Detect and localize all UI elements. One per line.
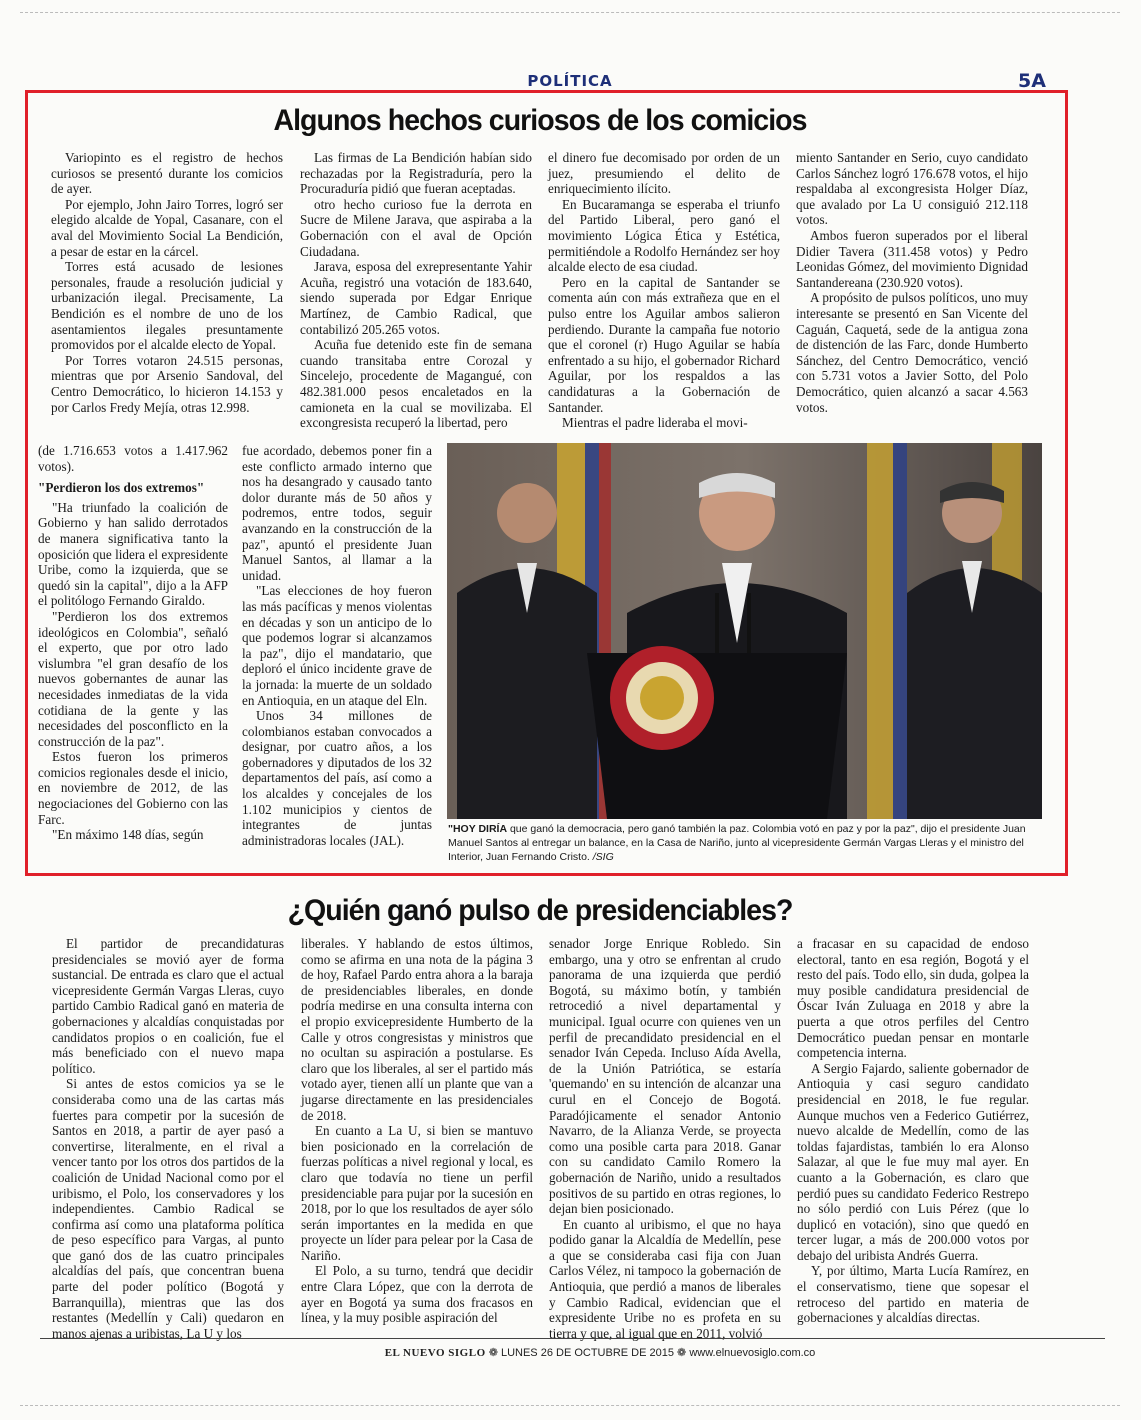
paragraph: A Sergio Fajardo, saliente gobernador de Antioquia y casi seguro candidato presidencial en 2018, le fue regular. Aunque muchos ven a Federico Gutiérrez, nuevo alcalde de Medellín, como de las toldas fajardistas, también lo era Alonso Salazar, al que le fue muy mal ayer. En cuanto a la Gobernación, es claro que perdió pues su candidato Federico Restrepo no sólo perdió con Luis Pérez (que lo duplicó en votación), sino que quedó en tercer lugar, a más de 200.000 votos por debajo del uribista Andrés Guerra. — [797, 1060, 1029, 1263]
bottom-divider — [20, 1405, 1120, 1406]
paragraph: Torres está acusado de lesiones personales, fraude a resolución judicial y urbanización ilegal. Precisamente, La Bendición es el nombre de uno de los asentamientos ilegales presuntamente promovidos por el alcalde electo de Yopal. — [51, 259, 283, 353]
paragraph: En cuanto al uribismo, el que no haya podido ganar la Alcaldía de Medellín, pese a que se consideraba casi fija con Juan Carlos Vélez, ni tampoco la gobernación de Antioquia, que perdió a manos de liberales y Cambio Radical, evidencian que el expresidente Uribe no es profeta en su tierra y que, al igual que en 2011, volvió — [549, 1216, 781, 1341]
caption-lead: "HOY DIRÍA — [448, 823, 508, 835]
section-label: POLÍTICA — [527, 72, 613, 90]
article2-col2 — [301, 936, 533, 1326]
paragraph: Estos fueron los primeros comicios regionales desde el inicio, en noviembre de 2012, de las negociaciones del Gobierno con las Farc. — [38, 749, 228, 827]
top-divider — [20, 12, 1120, 13]
paragraph: (de 1.716.653 votos a 1.417.962 votos). — [38, 443, 228, 474]
paragraph: a fracasar en su capacidad de endoso electoral, tanto en esa región, Bogotá y el resto del país. Todo ello, sin duda, golpea la muy posible candidatura presidencial de Óscar Iván Zuluaga en 2018 y abre la puerta a que otros perfiles del Centro Democrático puedan pensar en montarle competencia interna. — [797, 936, 1029, 1061]
footer-bullet-icon: ❁ — [677, 1347, 690, 1359]
article2-col4 — [797, 936, 1029, 1326]
article1-title: Algunos hechos curiosos de los comicios — [273, 104, 807, 137]
paragraph: Unos 34 millones de colombianos estaban convocados a designar, por cuatro años, a los gobernadores y diputados de los 32 departamentos del país, así como a los alcaldes y concejales de los 1.102 municipios y cientos de integrantes de juntas administradoras locales (JAL). — [242, 708, 432, 848]
paragraph: Por ejemplo, John Jairo Torres, logró ser elegido alcalde de Yopal, Casanare, con el aval del Movimiento Social La Bendición, a pesar de estar en la cárcel. — [51, 196, 283, 259]
paragraph: En cuanto a La U, si bien se mantuvo bien posicionado en la correlación de fuerzas políticas a nivel regional y local, es claro que todavía no tiene un perfil presidenciable para pujar por la sucesión en 2018, por lo que los resultados de ayer sólo serán importantes en la medida en que proyecte un líder para pelear por la Casa de Nariño. — [301, 1123, 533, 1263]
caption-credit: /SIG — [589, 851, 614, 863]
paragraph: Si antes de estos comicios ya se le consideraba como una de las cartas más fuertes para competir por la sucesión de Santos en 2018, a partir de ayer pasó a convertirse, literalmente, en el rival a vencer tanto por los otros dos partidos de la coalición de Unidad Nacional como por el uribismo, el Polo, los conservadores y los independientes. Cambio Radical se confirma así como una plataforma política de peso específico para Vargas, al punto que ganó dos de las cuatro principales alcaldías del país, que concentran buena parte del poder político (Bogotá y Barranquilla), mientras que las dos restantes (Medellín y Cali) quedaron en manos ajenas a uribistas, La U y los — [52, 1076, 284, 1341]
page-number: 5A — [1018, 70, 1046, 92]
paragraph: Jarava, esposa del exrepresentante Yahir Acuña, registró una votación de 183.640, siendo superada por Edgar Enrique Martínez, de Cambio Radical, que contabilizó 205.265 votos. — [300, 259, 532, 337]
highlight-frame — [25, 90, 1068, 876]
paragraph: Las firmas de La Bendición habían sido rechazadas por la Registraduría, pero la Procuraduría pidió que fueran aceptadas. — [300, 150, 532, 197]
paragraph: Ambos fueron superados por el liberal Didier Tavera (311.458 votos) y Pedro Leonidas Gómez, del movimiento Dignidad Santandereana (230.920 votos). — [796, 227, 1028, 290]
paragraph: A propósito de pulsos políticos, uno muy interesante se presentó en San Vicente del Caguán, Caquetá, sede de la antigua zona de distención de las Farc, donde Humberto Sánchez, del Centro Democrático, venció con 5.731 votos a Javier Sotto, del Polo Democrático, quien alcanzó a sacar 4.563 votos. — [796, 290, 1028, 415]
footer-brand: EL NUEVO SIGLO — [384, 1347, 486, 1359]
paragraph: Acuña fue detenido este fin de semana cuando transitaba entre Corozal y Sincelejo, procedente de Magangué, con 482.381.000 pesos encaletados en la camioneta en la cual se movilizaba. El excongresista recuperó la libertad, pero — [300, 337, 532, 431]
paragraph: "Las elecciones de hoy fueron las más pacíficas y menos violentas en décadas y son un anticipo de lo que podemos lograr si alcanzamos la paz", dijo el mandatario, que deploró el único incidente grave de la jornada: la muerte de un soldado en Antioquia, en un ataque del Eln. — [242, 583, 432, 708]
paragraph: En Bucaramanga se esperaba el triunfo del Partido Liberal, pero ganó el movimiento Lógica Ética y Estética, permitiéndole a Rodolfo Hernández ser hoy alcalde electo de esa ciudad. — [548, 196, 780, 275]
paragraph: el dinero fue decomisado por orden de un juez, presumiendo el delito de enriquecimiento ilícito. — [548, 150, 780, 197]
paragraph: Y, por último, Marta Lucía Ramírez, en el conservatismo, tiene que sopesar el retroceso del partido en materia de gobernaciones y alcaldías directas. — [797, 1263, 1029, 1326]
caption-body: que ganó la democracia, pero ganó también la paz. Colombia votó en paz y por la paz", dijo el presidente Juan Manuel Santos al entregar un balance, en la Casa de Nariño, junto al vicepresidente Germán Vargas Lleras y el ministro del Interior, Juan Fernando Cristo. — [448, 823, 1026, 863]
paragraph: El partidor de precandidaturas presidenciales se movió ayer de forma sustancial. De entrada es claro que el actual vicepresidente Germán Vargas Lleras, cuyo partido Cambio Radical ganó en materia de gobernaciones y alcaldías conquistadas por candidatos propios o en coalición, fue el más beneficiado con el nuevo mapa político. — [52, 936, 284, 1076]
paragraph: liberales. Y hablando de estos últimos, como se afirma en una nota de la página 3 de hoy, Rafael Pardo entra ahora a la baraja de presidenciables liberales, en donde podría medirse en una consulta interna con el propio exvicepresidente Humberto de la Calle y otros congresistas y ministros que no ocultan su aspiración a postularse. Es claro que los liberales, al ser el partido más votado ayer, tienen allí un plante que van a jugarse directamente en las presidenciales de 2018. — [301, 936, 533, 1123]
footer-date: LUNES 26 DE OCTUBRE DE 2015 — [500, 1347, 674, 1359]
paragraph: fue acordado, debemos poner fin a este conflicto armado interno que nos ha desangrado y causado tanto dolor durante más de 50 años y podremos, entre todos, seguir avanzando en la construcción de la paz", apuntó el presidente Juan Manuel Santos, al llamar a la unidad. — [242, 443, 432, 583]
paragraph: Pero en la capital de Santander se comenta aún con más extrañeza que en el pulso entre los Aguilar ambos salieron perdiendo. Durante la campaña fue notorio que el coronel (r) Hugo Aguilar se había enfrentado a su hijo, el gobernador Richard Aguilar, por los respaldos a las candidaturas a la Gobernación de Santander. — [548, 274, 780, 415]
paragraph: senador Jorge Enrique Robledo. Sin embargo, una y otro se enfrentan al crudo panorama de una izquierda que perdió Bogotá, su máximo botín, y también retrocedió a nivel departamental y municipal. Igual ocurre con quienes ven un perfil de precandidato presidencial en el senador Iván Cepeda. Incluso Aída Avella, de la Unión Patriótica, se estaría 'quemando' en su intención de alcanzar una curul en el Concejo de Bogotá. Paradójicamente el senador Antonio Navarro, de la Alianza Verde, se proyecta como una posible carta para 2018. Ganar con su candidato Camilo Romero la gobernación de Nariño, unido a resultados positivos de su partido en otras regiones, lo dejan bien posicionado. — [549, 936, 781, 1217]
paragraph: El Polo, a su turno, tendrá que decidir entre Clara López, que con la derrota de ayer en Bogotá ya suma dos fracasos en línea, y la muy posible aspiración del — [301, 1263, 533, 1326]
article2-col3 — [549, 936, 781, 1341]
paragraph: Por Torres votaron 24.515 personas, mientras que por Arsenio Sandoval, del Centro Democrático, lo hicieron 14.153 y por Carlos Fredy Mejía, otras 12.998. — [51, 352, 283, 415]
footer-url: www.elnuevosiglo.com.co — [689, 1347, 816, 1359]
footer-bullet-icon: ❁ — [488, 1347, 501, 1359]
subheading: "Perdieron los dos extremos" — [38, 480, 205, 496]
paragraph: "En máximo 148 días, según — [52, 827, 204, 843]
paragraph: otro hecho curioso fue la derrota en Sucre de Milene Jarava, que aspiraba a la Gobernación con el aval de Opción Ciudadana. — [300, 196, 532, 259]
article2-title: ¿Quién ganó pulso de presidenciables? — [287, 894, 793, 927]
paragraph: miento Santander en Serio, cuyo candidato Carlos Sánchez logró 176.678 votos, el hijo respaldaba al excongresista Holger Díaz, que avalado por La U consiguió 212.118 votos. — [796, 150, 1028, 228]
paragraph: "Ha triunfado la coalición de Gobierno y han salido derrotados de manera significativa tanto la oposición que lidera el expresidente Uribe, como la izquierda, que se quedó sin la capital", dijo a la AFP el politólogo Fernando Giraldo. — [38, 499, 228, 609]
article2-col1 — [52, 936, 284, 1341]
paragraph: "Perdieron los dos extremos ideológicos en Colombia", señaló el experto, que por otro lado vislumbra "el gran desafío de los nuevos gobernantes de aunar las necesidades inmediatas de la vida cotidiana de la gente y las necesidades del posconflicto en la construcción de la paz". — [38, 608, 228, 749]
footer-divider — [40, 1338, 1105, 1339]
paragraph: Variopinto es el registro de hechos curiosos se presentó durante los comicios de ayer. — [51, 150, 283, 197]
paragraph: Mientras el padre lideraba el movi- — [562, 415, 748, 431]
footer — [250, 1346, 950, 1359]
